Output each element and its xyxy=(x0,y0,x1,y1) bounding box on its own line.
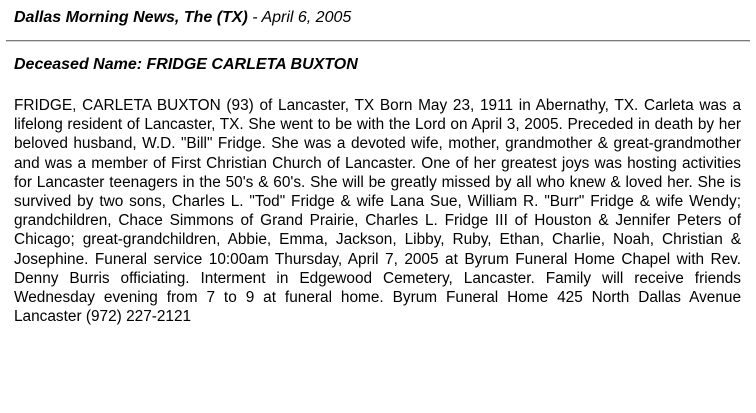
deceased-name: FRIDGE CARLETA BUXTON xyxy=(146,56,358,73)
publication-source: Dallas Morning News, The (TX) xyxy=(14,9,248,26)
deceased-label: Deceased Name: xyxy=(14,56,147,73)
deceased-heading xyxy=(14,55,358,75)
obituary-body: FRIDGE, CARLETA BUXTON (93) of Lancaster, TX Born May 23, 1911 in Abernathy, TX. Carleta was a lifelong resident of Lancaster, TX. She went to be with the Lord on April 3, 2005. Preceded in death by her beloved husband, W.D. "Bill" Fridge. She was a devoted wife, mother, grandmother & great-grandmother and was a member of First Christian Church of Lancaster. One of her greatest joys was hosting activities for Lancaster teenagers in the 50's & 60's. She will be greatly missed by all who knew & loved her. She is survived by two sons, Charles L. "Tod" Fridge & wife Lana Sue, William R. "Burr" Fridge & wife Wendy; grandchildren, Chace Simmons of Grand Prairie, Charles L. Fridge III of Houston & Jennifer Peters of Chicago; great-grandchildren, Abbie, Emma, Jackson, Libby, Ruby, Ethan, Charlie, Noah, Christian & Josephine. Funeral service 10:00am Thursday, April 7, 2005 at Byrum Funeral Home Chapel with Rev. Denny Burris officiating. Interment in Edgewood Cemetery, Lancaster. Family will receive friends Wednesday evening from 7 to 9 at funeral home. Byrum Funeral Home 425 North Dallas Avenue Lancaster (972) 227-2121 xyxy=(14,97,741,326)
publication-header xyxy=(14,8,351,28)
publication-date: April 6, 2005 xyxy=(261,9,352,26)
header-divider xyxy=(6,40,750,42)
header-separator: - xyxy=(247,9,262,26)
